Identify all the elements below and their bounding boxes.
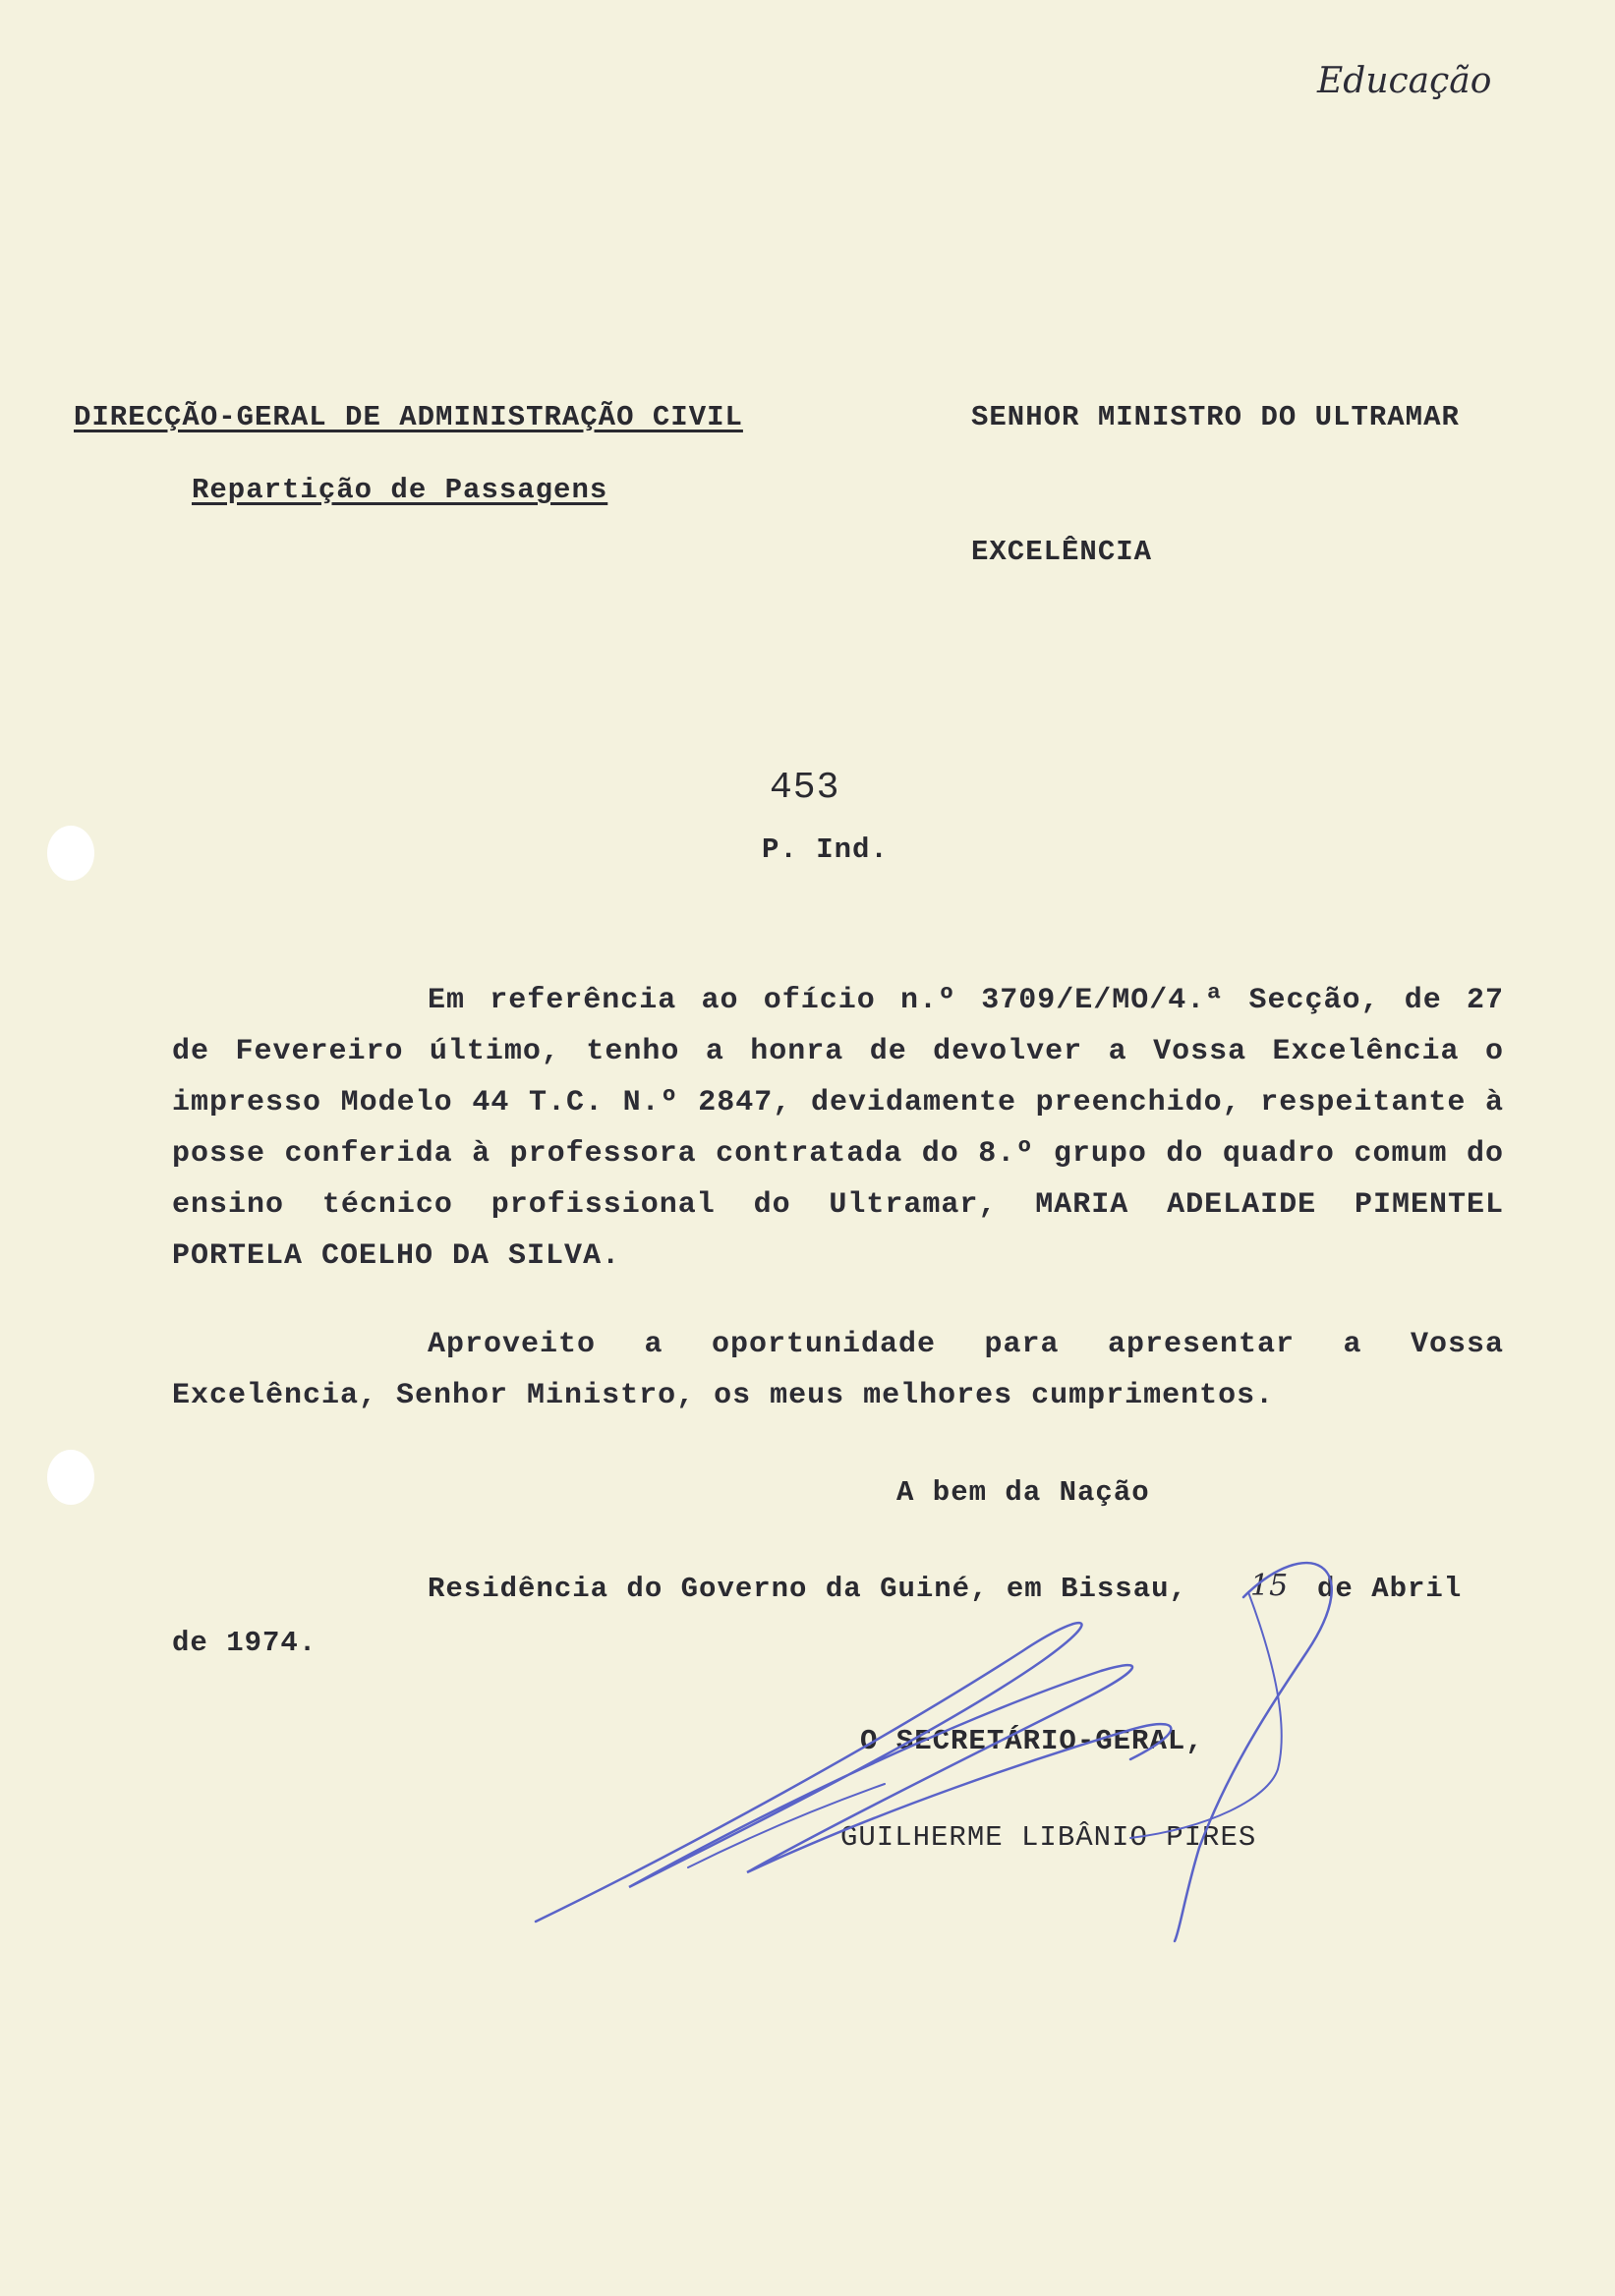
header-department: DIRECÇÃO-GERAL DE ADMINISTRAÇÃO CIVIL: [74, 401, 743, 433]
closing-salutation: A bem da Nação: [896, 1476, 1150, 1509]
signatory-name: GUILHERME LIBÂNIO PIRES: [840, 1821, 1257, 1854]
header-section: Repartição de Passagens: [192, 474, 608, 506]
place-date-year: de 1974.: [172, 1627, 317, 1659]
place-date-month: de Abril: [1317, 1573, 1463, 1605]
header-addressee: SENHOR MINISTRO DO ULTRAMAR: [971, 401, 1460, 433]
reference-code: P. Ind.: [762, 833, 889, 866]
header-salutation: EXCELÊNCIA: [971, 536, 1153, 568]
corner-handwritten-note: Educação: [1317, 61, 1492, 101]
place-date-line: Residência do Governo da Guiné, em Bissau,: [428, 1573, 1187, 1605]
handwritten-day: 15: [1250, 1569, 1289, 1603]
signature-title: O SECRETÁRIO-GERAL,: [860, 1725, 1204, 1757]
body-paragraph-2: Aproveito a oportunidade para apresentar a Vossa Excelência, Senhor Ministro, os meus melhores cumprimentos.: [172, 1328, 1504, 1412]
reference-number: 453: [770, 767, 840, 809]
body-paragraph-1: Em referência ao ofício n.º 3709/E/MO/4.ª Secção, de 27 de Fevereiro último, tenho a honra de devolver a Vossa Excelência o impresso Modelo 44 T.C. N.º 2847, devidamente preenchido, respeitante à posse conferida à professora contratada do 8.º grupo do quadro comum do ensino técnico profissional do Ultramar, MARIA ADELAIDE PIMENTEL PORTELA COELHO DA SILVA.: [172, 984, 1504, 1273]
